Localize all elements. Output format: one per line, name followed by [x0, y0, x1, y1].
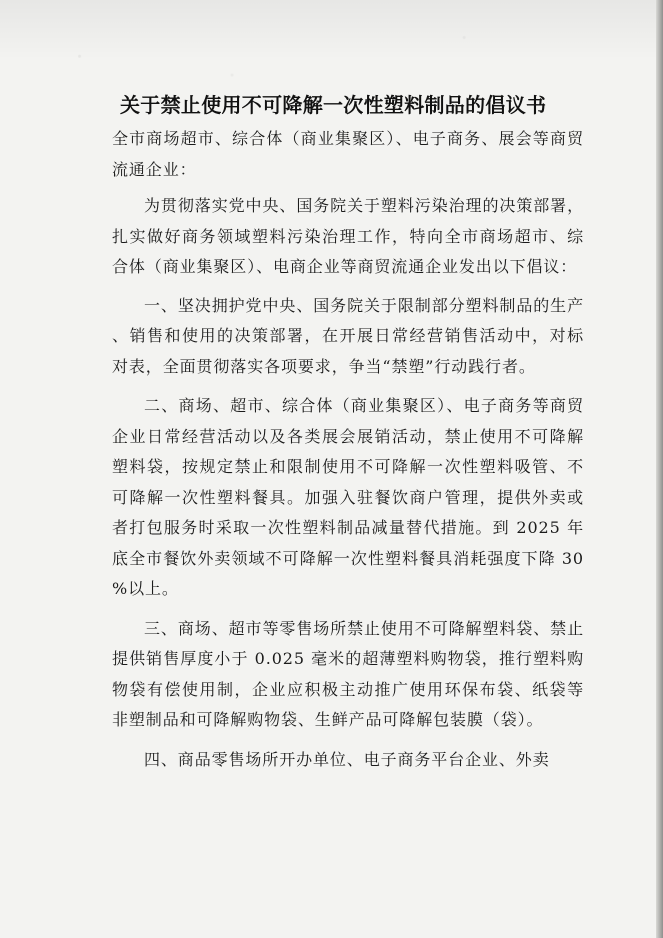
- salutation: 全市商场超市、综合体（商业集聚区）、电子商务、展会等商贸流通企业：: [112, 129, 584, 179]
- scan-shadow-top: [0, 0, 663, 60]
- proposal-item-1: 一、坚决拥护党中央、国务院关于限制部分塑料制品的生产、销售和使用的决策部署，在开展日常经营销售活动中，对标对表，全面贯彻落实各项要求，争当“禁塑”行动践行者。: [112, 295, 584, 376]
- proposal-item-4: 四、商品零售场所开办单位、电子商务平台企业、外卖: [144, 749, 550, 769]
- document-body: [112, 124, 584, 784]
- proposal-item-3: 三、商场、超市等零售场所禁止使用不可降解塑料袋、禁止提供销售厚度小于 0.025 毫米的超薄塑料购物袋，推行塑料购物袋有偿使用制，企业应积极主动推广使用环保布袋、纸袋等非塑制品和可降解购物袋、生鲜产品可降解包装膜（袋）。: [112, 618, 584, 729]
- scan-edge-right: [656, 0, 663, 938]
- intro-paragraph: 为贯彻落实党中央、国务院关于塑料污染治理的决策部署，扎实做好商务领域塑料污染治理工作，特向全市商场超市、综合体（商业集聚区）、电商企业等商贸流通企业发出以下倡议：: [112, 196, 584, 276]
- document-title: 关于禁止使用不可降解一次性塑料制品的倡议书: [120, 93, 547, 117]
- proposal-item-2: 二、商场、超市、综合体（商业集聚区）、电子商务等商贸企业日常经营活动以及各类展会展销活动，禁止使用不可降解塑料袋，按规定禁止和限制使用不可降解一次性塑料吸管、不可降解一次性塑料餐具。加强入驻餐饮商户管理，提供外卖或者打包服务时采取一次性塑料制品减量替代措施。到 2025 年底全市餐饮外卖领域不可降解一次性塑料餐具消耗强度下降 30%以上。: [112, 396, 584, 598]
